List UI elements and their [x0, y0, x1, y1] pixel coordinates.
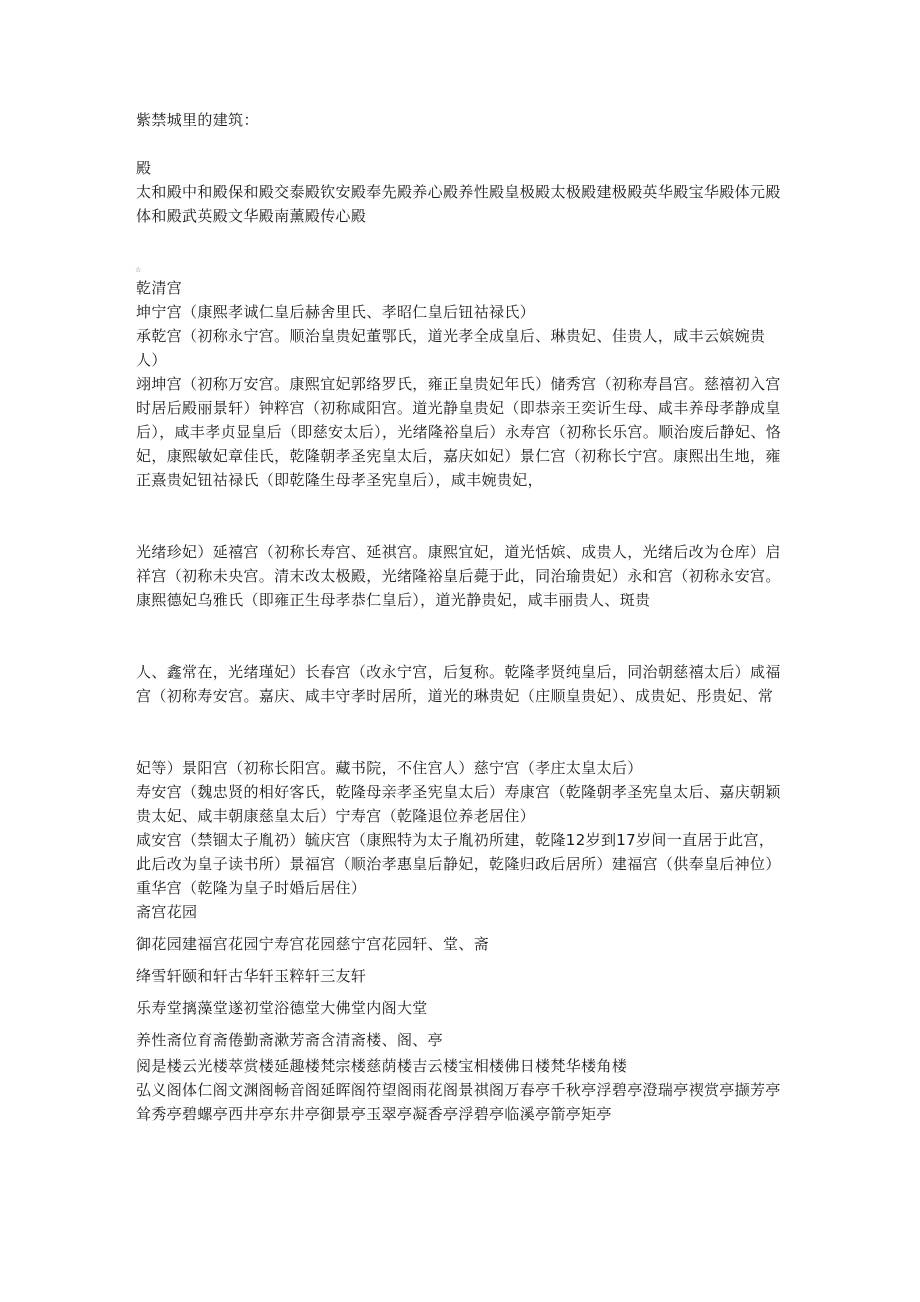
lou-list: 阅是楼云光楼萃赏楼延趣楼梵宗楼慈荫楼吉云楼宝相楼佛日楼梵华楼角楼	[136, 1057, 628, 1075]
hall-list: 太和殿中和殿保和殿交泰殿钦安殿奉先殿养心殿养性殿皇极殿太极殿建极殿英华殿宝华殿体元殿体和殿武英殿文华殿南薰殿传心殿	[136, 183, 781, 225]
palace-paragraph: 承乾宫（初称永宁宫。顺治皇贵妃董鄂氏，道光孝全成皇后、琳贵妃、佳贵人，咸丰云嫔婉贵人）	[136, 327, 766, 369]
hall-heading: 殿	[136, 159, 152, 177]
palace-paragraph: 咸安宫（禁锢太子胤礽）毓庆宫（康熙特为太子胤礽所建，乾隆12岁到17岁间一直居于此宫，此后改为皇子读书所）景福宫（顺治孝惠皇后静妃，乾隆归政后居所）建福宫（供奉皇后神位）重华宫（乾隆为皇子时婚后居住）	[136, 831, 781, 897]
palace-paragraph: 翊坤宫（初称万安宫。康熙宜妃郭络罗氏，雍正皇贵妃年氏）储秀宫（初称寿昌宫。慈禧初入宫时居后殿丽景轩）钟粹宫（初称咸阳宫。道光静皇贵妃（即恭亲王奕䜣生母、咸丰养母孝静成皇后），咸丰孝贞显皇后（即慈安太后），光绪隆裕皇后）永寿宫（初称长乐宫。顺治废后静妃、恪妃，康熙敏妃章佳氏，乾隆朝孝圣宪皇太后，嘉庆如妃）景仁宫（初称长宁宫。康熙出生地，雍正熹贵妃钮祜禄氏（即乾隆生母孝圣宪皇后），咸丰婉贵妃，	[136, 375, 782, 489]
palace-paragraph: 坤宁宫（康熙孝诚仁皇后赫舍里氏、孝昭仁皇后钮祜禄氏）	[136, 303, 536, 321]
document-title: 紫禁城里的建筑：	[136, 111, 259, 129]
palace-paragraph: 寿安宫（魏忠贤的相好客氏，乾隆母亲孝圣宪皇太后）寿康宫（乾隆朝孝圣宪皇太后、嘉庆朝颖贵太妃、咸丰朝康慈皇太后）宁寿宫（乾隆退位养老居住）	[136, 783, 781, 825]
palace-paragraph: 妃等）景阳宫（初称长阳宫。藏书院，不住宫人）慈宁宫（孝庄太皇太后）	[136, 759, 643, 777]
garden-heading: 斋宫花园	[136, 903, 198, 921]
palace-heading: 乾清宫	[136, 279, 183, 297]
garden-list: 御花园建福宫花园宁寿宫花园慈宁宫花园轩、堂、斋	[136, 935, 490, 953]
xuan-list: 绛雪轩颐和轩古华轩玉粹轩三友轩	[136, 967, 367, 985]
palace-paragraph: 人、鑫常在，光绪瑾妃）长春宫（改永宁宫，后复称。乾隆孝贤纯皇后，同治朝慈禧太后）咸福宫（初称寿安宫。嘉庆、咸丰守孝时居所，道光的琳贵妃（庄顺皇贵妃）、成贵妃、彤贵妃、常	[136, 663, 781, 705]
ge-ting-list: 弘义阁体仁阁文渊阁畅音阁延晖阁符望阁雨花阁景祺阁万春亭千秋亭浮碧亭澄瑞亭禊赏亭撷芳亭耸秀亭碧螺亭西井亭东井亭御景亭玉翠亭凝香亭浮碧亭临溪亭箭亭矩亭	[136, 1081, 781, 1123]
zhai-list: 养性斋位育斋倦勤斋漱芳斋含清斋楼、阁、亭	[136, 1031, 444, 1049]
section-marker-icon: ☆	[135, 266, 142, 274]
tang-list: 乐寿堂摛藻堂遂初堂浴德堂大佛堂内阁大堂	[136, 999, 428, 1017]
palace-paragraph: 光绪珍妃）延禧宫（初称长寿宫、延祺宫。康熙宜妃，道光恬嫔、成贵人，光绪后改为仓库）启祥宫（初称未央宫。清末改太极殿，光绪隆裕皇后薨于此，同治瑜贵妃）永和宫（初称永安宫。康熙德妃乌雅氏（即雍正生母孝恭仁皇后），道光静贵妃，咸丰丽贵人、斑贵	[136, 543, 781, 609]
